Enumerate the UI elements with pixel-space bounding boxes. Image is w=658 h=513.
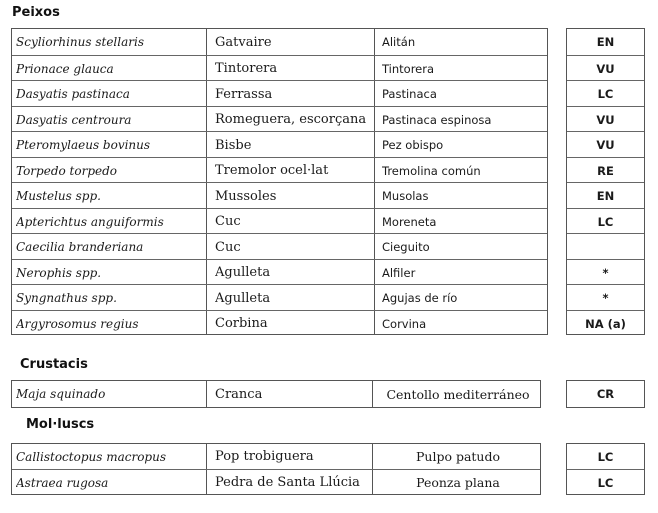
table-row — [12, 284, 547, 311]
spanish-name-cell: Alfiler — [382, 265, 416, 280]
conservation-status-cell: CR — [596, 387, 615, 401]
catalan-name-cell: Corbina — [215, 316, 268, 331]
status-row — [567, 55, 644, 81]
table-row — [12, 182, 547, 209]
scientific-name-cell: Dasyatis centroura — [16, 112, 132, 127]
catalan-name-cell: Agulleta — [215, 265, 271, 280]
scientific-name-cell: Maja squinado — [16, 387, 106, 401]
table-row — [12, 259, 547, 285]
status-row — [567, 106, 644, 132]
catalan-name-cell: Cuc — [215, 239, 241, 255]
section-title-peixos: Peixos — [12, 5, 60, 20]
catalan-name-cell: Agulleta — [215, 290, 271, 306]
catalan-name-cell: Pop trobiguera — [215, 449, 314, 464]
table-row — [12, 157, 547, 183]
status-row — [567, 80, 644, 107]
table-row — [12, 233, 547, 260]
scientific-name-cell: Mustelus spp. — [16, 189, 101, 203]
conservation-status-cell: VU — [596, 112, 615, 127]
spanish-name-cell: Musolas — [382, 189, 429, 203]
spanish-name-cell: Cieguito — [382, 240, 430, 254]
spanish-name-cell: Corvina — [382, 316, 427, 331]
scientific-name-cell: Nerophis spp. — [16, 265, 102, 280]
scientific-name-cell: Scyliorhinus stellaris — [16, 35, 144, 49]
spanish-name-cell: Agujas de río — [382, 291, 458, 305]
status-row — [567, 208, 644, 234]
scientific-name-cell: Caecilia branderiana — [16, 240, 144, 254]
section-title-molluscs: Mol·luscs — [26, 417, 95, 432]
status-table-molluscs — [566, 443, 645, 495]
catalan-name-cell: Pedra de Santa Llúcia — [215, 475, 360, 490]
spanish-name-cell: Pulpo patudo — [415, 449, 500, 464]
species-table-crustacis — [11, 380, 541, 408]
status-row — [567, 29, 644, 55]
table-row — [12, 106, 547, 132]
status-row — [567, 284, 644, 311]
status-row — [567, 469, 644, 495]
table-row — [12, 55, 547, 81]
scientific-name-cell: Apterichtus anguiformis — [16, 214, 164, 229]
conservation-status-cell: LC — [597, 214, 614, 229]
spanish-name-cell: Pez obispo — [382, 138, 444, 152]
conservation-status-cell: EN — [596, 189, 615, 203]
status-row — [567, 310, 644, 336]
spanish-name-cell: Alitán — [382, 35, 416, 49]
conservation-status-cell — [567, 234, 644, 260]
conservation-status-cell: VU — [596, 138, 615, 152]
spanish-name-cell: Tremolina común — [382, 163, 481, 178]
catalan-name-cell: Mussoles — [215, 188, 277, 204]
spanish-name-cell: Pastinaca espinosa — [382, 112, 492, 127]
conservation-status-cell: * — [602, 265, 609, 280]
conservation-status-cell: LC — [597, 475, 614, 490]
conservation-status-cell: NA (a) — [585, 316, 626, 331]
scientific-name-cell: Dasyatis pastinaca — [16, 87, 130, 101]
scientific-name-cell: Pteromylaeus bovinus — [16, 138, 151, 152]
conservation-status-cell: * — [602, 291, 609, 305]
table-row — [12, 381, 540, 407]
status-row — [567, 259, 644, 285]
catalan-name-cell: Bisbe — [215, 137, 252, 153]
status-row — [567, 131, 644, 158]
conservation-status-cell: RE — [597, 163, 614, 178]
scientific-name-cell: Callistoctopus macropus — [16, 449, 166, 464]
catalan-name-cell: Cuc — [215, 214, 241, 229]
species-table-peixos — [11, 28, 548, 335]
spanish-name-cell: Moreneta — [382, 214, 437, 229]
status-row — [567, 182, 644, 209]
conservation-status-cell: VU — [596, 61, 615, 76]
catalan-name-cell: Tremolor ocel·lat — [215, 163, 329, 178]
scientific-name-cell: Astraea rugosa — [16, 475, 109, 490]
spanish-name-cell: Pastinaca — [382, 87, 437, 101]
spanish-name-cell: Centollo mediterráneo — [386, 386, 530, 402]
spanish-name-cell: Tintorera — [382, 61, 435, 76]
status-table-crustacis — [566, 380, 645, 408]
section-title-crustacis: Crustacis — [20, 357, 88, 372]
species-table-molluscs — [11, 443, 541, 495]
table-row — [12, 131, 547, 158]
table-row — [12, 80, 547, 107]
catalan-name-cell: Romeguera, escorçana — [215, 112, 367, 127]
status-table-peixos — [566, 28, 645, 335]
status-row — [567, 444, 644, 469]
status-row — [567, 233, 644, 260]
conservation-status-cell: EN — [596, 35, 615, 49]
table-row — [12, 469, 540, 495]
conservation-status-cell: LC — [597, 87, 614, 101]
catalan-name-cell: Tintorera — [215, 61, 278, 76]
spanish-name-cell: Peonza plana — [416, 475, 500, 490]
table-row — [12, 444, 540, 469]
catalan-name-cell: Ferrassa — [215, 86, 273, 102]
scientific-name-cell: Torpedo torpedo — [16, 163, 118, 178]
status-row — [567, 157, 644, 183]
table-row — [12, 208, 547, 234]
scientific-name-cell: Argyrosomus regius — [16, 316, 139, 331]
catalan-name-cell: Gatvaire — [215, 34, 272, 50]
status-row — [567, 381, 644, 407]
conservation-status-cell: LC — [597, 449, 614, 464]
table-row — [12, 29, 547, 55]
catalan-name-cell: Cranca — [215, 386, 263, 402]
scientific-name-cell: Syngnathus spp. — [16, 291, 117, 305]
scientific-name-cell: Prionace glauca — [16, 61, 114, 76]
table-row — [12, 310, 547, 336]
